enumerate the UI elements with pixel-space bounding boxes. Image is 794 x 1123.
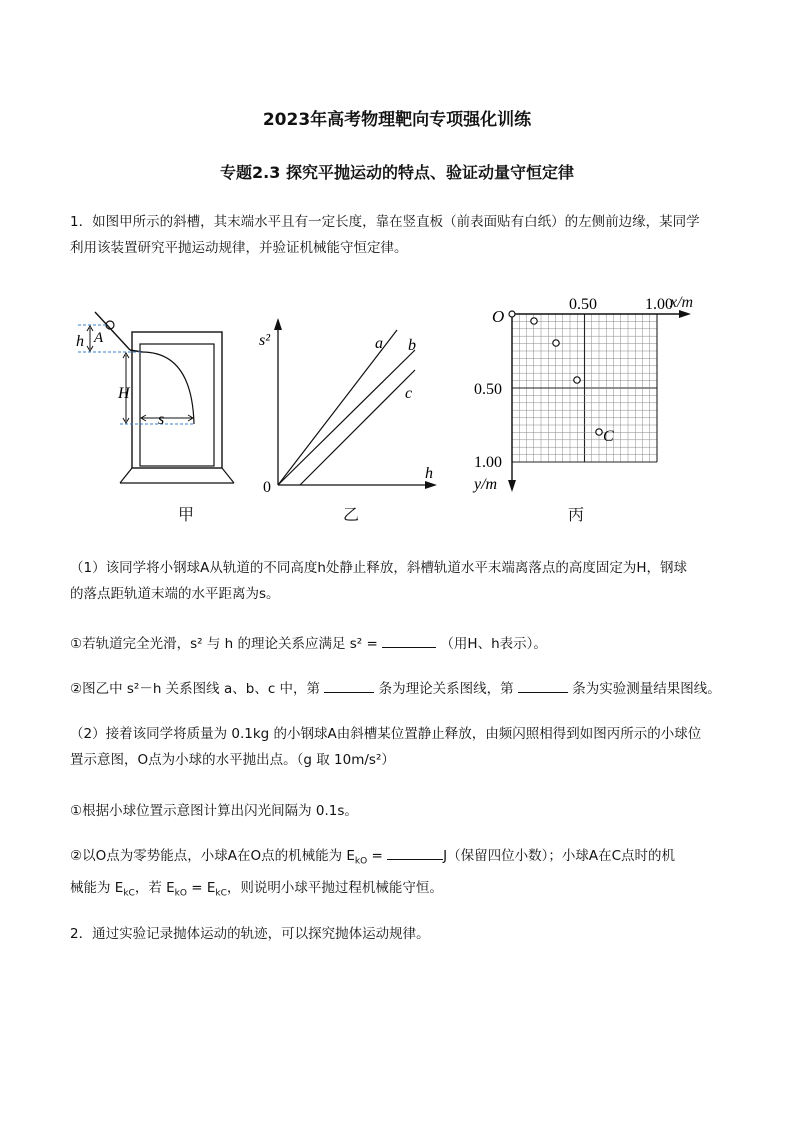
label-line-b: b: [408, 337, 416, 354]
label-A: A: [94, 330, 104, 346]
label-line-a: a: [375, 335, 383, 352]
q1-part2-b-mid: =: [371, 848, 383, 864]
caption-yi: 乙: [343, 505, 360, 524]
bing-x-tick2: 1.00: [645, 296, 673, 313]
answer-blank-2[interactable]: [324, 678, 374, 693]
q1-part1-b-mid: 条为理论关系图线，第: [378, 681, 514, 697]
point-2: [553, 340, 559, 346]
q1-part2-b-line2-pre: 械能为 E: [70, 879, 124, 896]
yi-origin: 0: [263, 479, 271, 496]
bing-y-tick2: 1.00: [474, 454, 502, 471]
q1-part1-a: [70, 631, 730, 657]
q1-intro: [70, 209, 730, 261]
q1-part2-b-line2-eq: = E: [186, 879, 216, 896]
bing-xlabel-text: x/m: [670, 294, 694, 311]
point-C: [596, 429, 602, 435]
point-O: [509, 311, 515, 317]
q2-intro: 2．通过实验记录抛体运动的轨迹，可以探究抛体运动规律。: [70, 926, 430, 942]
answer-blank-3[interactable]: [518, 678, 568, 693]
yi-xlabel: h: [425, 465, 433, 482]
q1-part2-b-line1: [70, 843, 730, 875]
figure-bing: [465, 292, 695, 500]
q1-part1: [70, 555, 730, 607]
page-title: 2023年高考物理靶向专项强化训练: [262, 110, 532, 130]
sub-kO-2: kO: [174, 888, 187, 899]
q1-part2-line2: 置示意图，O点为小球的水平抛出点。（g 取 10m/s²）: [70, 752, 395, 768]
bing-x-tick1: 0.50: [569, 296, 597, 313]
label-s: s: [158, 411, 165, 428]
answer-blank-4[interactable]: [387, 845, 443, 860]
sub-kC-2: kC: [215, 888, 227, 899]
q1-part1-b: [70, 676, 730, 702]
line-b: [278, 350, 415, 485]
q1-part2-b: [70, 843, 730, 906]
bing-y-tick1: 0.50: [474, 381, 502, 398]
q1-part2-a: ①根据小球位置示意图计算出闪光间隔为 0.1s。: [70, 803, 358, 819]
q1-part1-line1: （1）该同学将小钢球A从轨道的不同高度h处静止释放，斜槽轨道水平末端离落点的高度固定为H，钢球: [70, 560, 688, 576]
q1-part2: [70, 721, 730, 773]
q1-part1-line2: 的落点距轨道末端的水平距离为s。: [70, 586, 280, 602]
point-3: [574, 377, 580, 383]
q1-intro-line1: 1．如图甲所示的斜槽，其末端水平且有一定长度，靠在竖直板（前表面贴有白纸）的左侧前边缘，某同学: [70, 214, 700, 230]
answer-blank-1[interactable]: [382, 633, 436, 648]
q1-part2-b-line2-post: ，则说明小球平抛过程机械能守恒。: [226, 879, 443, 896]
line-a: [278, 330, 397, 485]
bing-grid: [512, 314, 657, 462]
q1-part2-b-post: J（保留四位小数）；小球A在C点时的机: [443, 848, 676, 864]
label-line-c: c: [405, 385, 413, 402]
page-subtitle: 专题2.3 探究平抛运动的特点、验证动量守恒定律: [220, 163, 574, 182]
q1-part1-a-pre: ①若轨道完全光滑，s² 与 h 的理论关系应满足 s² =: [70, 636, 378, 652]
trajectory: [142, 352, 194, 424]
caption-jia: 甲: [178, 505, 195, 524]
bing-origin: O: [492, 307, 505, 326]
bing-ylabel: y/m: [474, 476, 498, 493]
label-h: h: [76, 333, 84, 350]
q1-part2-b-line2: [70, 875, 730, 907]
q1-part1-a-post: （用H、h表示）。: [440, 636, 547, 652]
label-point-C: C: [603, 428, 614, 445]
q1-part1-b-pre: ②图乙中 s²－h 关系图线 a、b、c 中，第: [70, 681, 321, 697]
figure-jia: [70, 300, 250, 500]
sub-kO-1: kO: [354, 856, 368, 867]
q1-part2-line1: （2）接着该同学将质量为 0.1kg 的小钢球A由斜槽某位置静止释放，由频闪照相得到如图丙所示的小球位: [70, 726, 702, 742]
q1-intro-line2: 利用该装置研究平抛运动规律，并验证机械能守恒定律。: [70, 240, 408, 256]
board-inner: [140, 344, 214, 466]
sub-kC-1: kC: [123, 888, 135, 899]
yi-ylabel: s²: [259, 332, 271, 349]
line-c: [300, 370, 415, 485]
point-1: [531, 318, 537, 324]
figure-yi: [255, 310, 445, 500]
caption-bing: 丙: [568, 505, 585, 524]
label-H: H: [118, 385, 130, 402]
q1-part2-b-line2-mid: ，若 E: [134, 879, 175, 896]
q1-part2-b-pre: ②以O点为零势能点，小球A在O点的机械能为 E: [70, 848, 355, 864]
q1-part1-b-post: 条为实验测量结果图线。: [572, 681, 721, 697]
